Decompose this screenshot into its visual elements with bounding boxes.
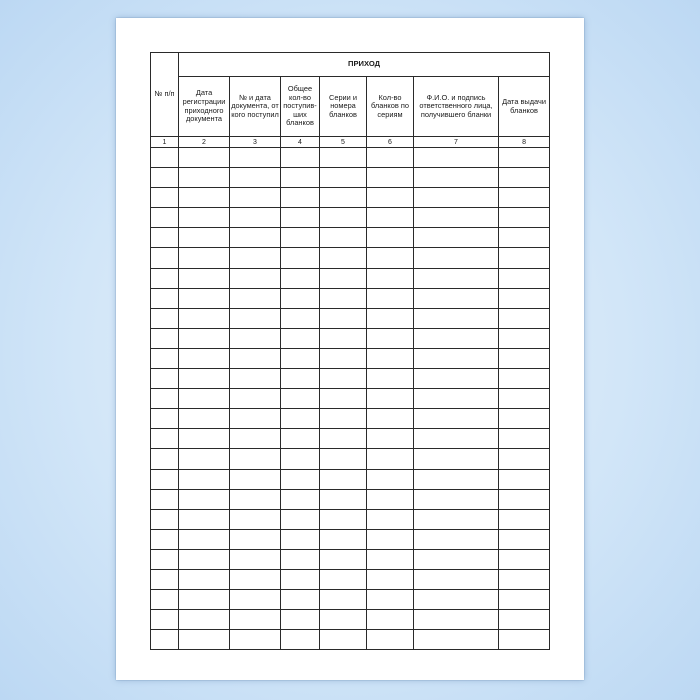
empty-cell (414, 208, 499, 228)
column-header-series-numbers: Серии и номера бланков (320, 77, 367, 137)
empty-cell (414, 549, 499, 569)
empty-cell (414, 148, 499, 168)
empty-cell (414, 489, 499, 509)
empty-cell (320, 208, 367, 228)
empty-cell (151, 429, 179, 449)
empty-cell (230, 529, 281, 549)
empty-cell (320, 348, 367, 368)
column-number-row (151, 137, 550, 148)
empty-cell (414, 268, 499, 288)
empty-cell (320, 228, 367, 248)
empty-cell (499, 509, 550, 529)
empty-cell (230, 208, 281, 228)
empty-cell (414, 288, 499, 308)
empty-cell (281, 228, 320, 248)
empty-cell (499, 268, 550, 288)
empty-cell (320, 509, 367, 529)
empty-cell (179, 208, 230, 228)
empty-cell (179, 429, 230, 449)
table-row (151, 268, 550, 288)
table-row (151, 308, 550, 328)
empty-cell (230, 389, 281, 409)
empty-cell (281, 509, 320, 529)
empty-cell (320, 328, 367, 348)
empty-cell (499, 369, 550, 389)
empty-cell (320, 469, 367, 489)
empty-cell (367, 449, 414, 469)
empty-cell (320, 369, 367, 389)
empty-cell (230, 409, 281, 429)
empty-cell (281, 569, 320, 589)
column-header-responsible-person: Ф.И.О. и подпись ответственного лица, получившего бланки (414, 77, 499, 137)
empty-cell (367, 569, 414, 589)
empty-cell (414, 228, 499, 248)
empty-cell (179, 569, 230, 589)
empty-cell (179, 610, 230, 630)
empty-cell (230, 549, 281, 569)
empty-cell (179, 509, 230, 529)
empty-cell (367, 469, 414, 489)
empty-cell (367, 429, 414, 449)
empty-cell (151, 549, 179, 569)
empty-cell (281, 248, 320, 268)
empty-cell (230, 168, 281, 188)
empty-cell (179, 469, 230, 489)
empty-cell (414, 569, 499, 589)
table-row (151, 188, 550, 208)
empty-cell (151, 630, 179, 650)
empty-cell (367, 389, 414, 409)
empty-cell (414, 630, 499, 650)
empty-cell (179, 529, 230, 549)
empty-cell (367, 188, 414, 208)
empty-cell (367, 228, 414, 248)
empty-cell (414, 389, 499, 409)
empty-cell (367, 148, 414, 168)
empty-cell (230, 590, 281, 610)
table-row (151, 489, 550, 509)
empty-cell (499, 449, 550, 469)
empty-cell (499, 590, 550, 610)
empty-cell (320, 268, 367, 288)
empty-cell (179, 369, 230, 389)
empty-cell (320, 409, 367, 429)
empty-cell (179, 228, 230, 248)
empty-cell (414, 409, 499, 429)
empty-cell (367, 208, 414, 228)
empty-cell (320, 630, 367, 650)
empty-cell (151, 228, 179, 248)
empty-cell (367, 268, 414, 288)
empty-cell (281, 268, 320, 288)
empty-cell (499, 348, 550, 368)
empty-cell (230, 369, 281, 389)
empty-cell (151, 369, 179, 389)
column-number: 6 (367, 137, 414, 148)
empty-cell (281, 348, 320, 368)
empty-cell (367, 248, 414, 268)
empty-cell (281, 328, 320, 348)
empty-cell (179, 288, 230, 308)
table-row (151, 509, 550, 529)
column-number: 8 (499, 137, 550, 148)
header-row-number: № п/п (151, 53, 179, 137)
empty-cell (320, 288, 367, 308)
column-number: 4 (281, 137, 320, 148)
empty-cell (320, 549, 367, 569)
table-row (151, 549, 550, 569)
empty-cell (179, 328, 230, 348)
column-header-total-count: Общее кол-во поступив-ших бланков (281, 77, 320, 137)
empty-cell (499, 549, 550, 569)
table-row (151, 208, 550, 228)
empty-cell (151, 188, 179, 208)
empty-cell (151, 308, 179, 328)
empty-cell (151, 489, 179, 509)
table-row (151, 328, 550, 348)
empty-cell (499, 630, 550, 650)
empty-cell (499, 489, 550, 509)
empty-cell (320, 389, 367, 409)
blank-rows (151, 148, 550, 650)
empty-cell (230, 328, 281, 348)
empty-cell (320, 610, 367, 630)
table-row (151, 369, 550, 389)
empty-cell (281, 188, 320, 208)
empty-cell (281, 590, 320, 610)
empty-cell (499, 610, 550, 630)
empty-cell (179, 389, 230, 409)
empty-cell (320, 148, 367, 168)
empty-cell (320, 529, 367, 549)
empty-cell (367, 509, 414, 529)
empty-cell (179, 449, 230, 469)
empty-cell (281, 308, 320, 328)
table-row (151, 590, 550, 610)
empty-cell (179, 630, 230, 650)
empty-cell (151, 389, 179, 409)
empty-cell (367, 288, 414, 308)
empty-cell (414, 429, 499, 449)
empty-cell (151, 509, 179, 529)
empty-cell (230, 268, 281, 288)
empty-cell (281, 208, 320, 228)
table-title-row (151, 53, 550, 77)
empty-cell (499, 288, 550, 308)
receipt-journal-table (150, 52, 550, 650)
empty-cell (281, 469, 320, 489)
empty-cell (499, 389, 550, 409)
empty-cell (414, 188, 499, 208)
empty-cell (367, 168, 414, 188)
empty-cell (230, 148, 281, 168)
table-row (151, 429, 550, 449)
empty-cell (151, 348, 179, 368)
empty-cell (230, 188, 281, 208)
table-row (151, 389, 550, 409)
column-header-document-number: № и дата документа, от кого поступил (230, 77, 281, 137)
column-number: 1 (151, 137, 179, 148)
empty-cell (179, 168, 230, 188)
empty-cell (281, 148, 320, 168)
empty-cell (151, 469, 179, 489)
column-header-issue-date: Дата выдачи бланков (499, 77, 550, 137)
empty-cell (281, 389, 320, 409)
empty-cell (367, 489, 414, 509)
empty-cell (414, 248, 499, 268)
empty-cell (414, 168, 499, 188)
empty-cell (230, 630, 281, 650)
empty-cell (499, 469, 550, 489)
empty-cell (281, 610, 320, 630)
empty-cell (499, 188, 550, 208)
table-row (151, 409, 550, 429)
empty-cell (281, 630, 320, 650)
empty-cell (230, 429, 281, 449)
empty-cell (281, 369, 320, 389)
column-number: 3 (230, 137, 281, 148)
table-row (151, 288, 550, 308)
empty-cell (320, 449, 367, 469)
empty-cell (179, 248, 230, 268)
empty-cell (499, 248, 550, 268)
empty-cell (320, 489, 367, 509)
empty-cell (281, 409, 320, 429)
empty-cell (499, 168, 550, 188)
empty-cell (414, 529, 499, 549)
empty-cell (367, 328, 414, 348)
empty-cell (151, 168, 179, 188)
empty-cell (151, 288, 179, 308)
empty-cell (414, 369, 499, 389)
column-header-registration-date: Дата регистрации приходного документа (179, 77, 230, 137)
empty-cell (281, 449, 320, 469)
column-header-row (151, 77, 550, 137)
empty-cell (230, 288, 281, 308)
table-row (151, 248, 550, 268)
empty-cell (281, 168, 320, 188)
empty-cell (414, 328, 499, 348)
empty-cell (499, 148, 550, 168)
empty-cell (367, 308, 414, 328)
empty-cell (367, 348, 414, 368)
table-row (151, 529, 550, 549)
empty-cell (414, 308, 499, 328)
empty-cell (320, 248, 367, 268)
empty-cell (151, 268, 179, 288)
empty-cell (230, 228, 281, 248)
empty-cell (414, 469, 499, 489)
empty-cell (281, 549, 320, 569)
empty-cell (320, 308, 367, 328)
column-number: 2 (179, 137, 230, 148)
empty-cell (151, 610, 179, 630)
empty-cell (414, 509, 499, 529)
empty-cell (179, 590, 230, 610)
empty-cell (367, 630, 414, 650)
empty-cell (179, 308, 230, 328)
empty-cell (499, 409, 550, 429)
empty-cell (179, 268, 230, 288)
empty-cell (179, 188, 230, 208)
empty-cell (499, 328, 550, 348)
empty-cell (151, 449, 179, 469)
column-number: 7 (414, 137, 499, 148)
empty-cell (367, 590, 414, 610)
empty-cell (179, 489, 230, 509)
empty-cell (499, 569, 550, 589)
empty-cell (367, 369, 414, 389)
empty-cell (281, 489, 320, 509)
empty-cell (320, 168, 367, 188)
empty-cell (230, 569, 281, 589)
table-row (151, 168, 550, 188)
empty-cell (414, 348, 499, 368)
empty-cell (230, 348, 281, 368)
empty-cell (151, 590, 179, 610)
empty-cell (499, 208, 550, 228)
empty-cell (151, 529, 179, 549)
table-row (151, 348, 550, 368)
empty-cell (320, 188, 367, 208)
empty-cell (320, 590, 367, 610)
empty-cell (499, 429, 550, 449)
empty-cell (151, 148, 179, 168)
empty-cell (367, 409, 414, 429)
empty-cell (499, 228, 550, 248)
table-row (151, 228, 550, 248)
table-row (151, 148, 550, 168)
empty-cell (367, 610, 414, 630)
empty-cell (179, 148, 230, 168)
empty-cell (230, 489, 281, 509)
empty-cell (230, 469, 281, 489)
empty-cell (281, 529, 320, 549)
empty-cell (414, 590, 499, 610)
empty-cell (499, 308, 550, 328)
empty-cell (281, 288, 320, 308)
empty-cell (230, 308, 281, 328)
table-row (151, 449, 550, 469)
empty-cell (320, 429, 367, 449)
group-header-prihod: ПРИХОД (179, 53, 550, 77)
table-row (151, 569, 550, 589)
empty-cell (230, 509, 281, 529)
table-row (151, 630, 550, 650)
empty-cell (499, 529, 550, 549)
table-row (151, 610, 550, 630)
column-header-count-by-series: Кол-во бланков по сериям (367, 77, 414, 137)
empty-cell (414, 610, 499, 630)
empty-cell (151, 328, 179, 348)
column-number: 5 (320, 137, 367, 148)
empty-cell (367, 549, 414, 569)
table-row (151, 469, 550, 489)
empty-cell (230, 610, 281, 630)
empty-cell (414, 449, 499, 469)
empty-cell (230, 248, 281, 268)
document-page (116, 18, 584, 680)
empty-cell (151, 569, 179, 589)
empty-cell (151, 248, 179, 268)
empty-cell (230, 449, 281, 469)
empty-cell (281, 429, 320, 449)
empty-cell (179, 409, 230, 429)
empty-cell (320, 569, 367, 589)
empty-cell (179, 549, 230, 569)
empty-cell (151, 208, 179, 228)
empty-cell (151, 409, 179, 429)
empty-cell (367, 529, 414, 549)
empty-cell (179, 348, 230, 368)
